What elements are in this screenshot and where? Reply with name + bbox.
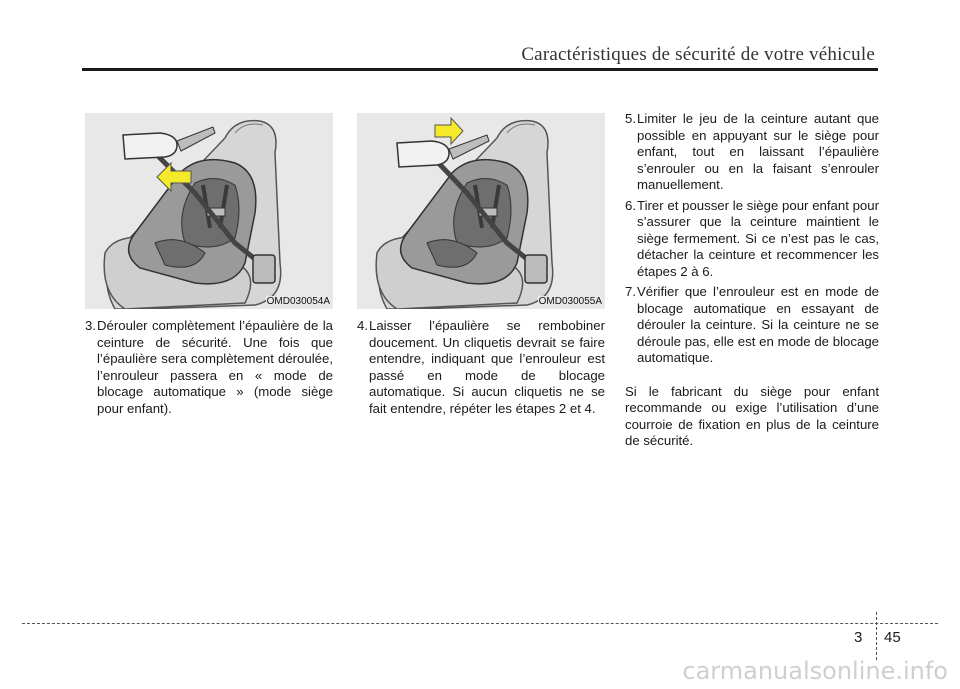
page-number: 45 [884, 629, 901, 646]
step-4 [357, 318, 605, 417]
child-seat-illustration [85, 113, 333, 309]
text-column-1 [85, 318, 333, 421]
arrow-right-icon [435, 118, 463, 144]
footer-rule [22, 623, 938, 624]
watermark: carmanualsonline.info [682, 657, 948, 685]
step-text: Vérifier que l’enrouleur est en mode de blocage automatique en essayant de dérouler la ceinture. Si la ceinture ne se déroule pas, elle est en mode de blocage automatique. [637, 284, 879, 365]
step-number: 4. [357, 318, 368, 333]
text-column-2 [357, 318, 605, 421]
step-number: 7. [625, 284, 636, 299]
child-seat-illustration [357, 113, 605, 309]
step-5 [625, 111, 879, 194]
text-column-3 [625, 111, 879, 450]
figure-pull-belt [85, 113, 333, 309]
note-paragraph: Si le fabricant du siège pour enfant recommande ou exige l’utilisation d’une courroie de fixation en plus de la ceinture de sécurité. [625, 383, 879, 448]
step-text: Laisser l’épaulière se rembobiner doucement. Un cliquetis devrait se faire entendre, indiquant que l’enrouleur est passé en mode de blocage automatique. Si aucun cliquetis ne se fait entendre, répéter les étapes 2 et 4. [369, 318, 605, 416]
figure-code: OMD030054A [266, 296, 330, 307]
step-3 [85, 318, 333, 417]
header-rule [82, 68, 878, 71]
step-number: 3. [85, 318, 96, 333]
step-7 [625, 284, 879, 367]
figure-code: OMD030055A [538, 296, 602, 307]
step-text: Tirer et pousser le siège pour enfant pour s’assurer que la ceinture maintient le siège fermement. Si ce n’est pas le cas, détacher la ceinture et recommencer les étapes 2 à 6. [637, 197, 879, 279]
step-number: 6. [625, 197, 636, 213]
chapter-number: 3 [854, 629, 863, 646]
figure-retract-belt [357, 113, 605, 309]
footer-divider [876, 612, 877, 660]
step-text: Limiter le jeu de la ceinture autant que possible en appuyant sur le siège pour enfant, tout en laissant l’épaulière s’enrouler ou en la faisant s’enrouler manuellement. [637, 111, 879, 192]
step-6 [625, 198, 879, 281]
step-number: 5. [625, 111, 636, 126]
page-header-title: Caractéristiques de sécurité de votre véhicule [521, 44, 875, 65]
step-text: Dérouler complètement l’épaulière de la ceinture de sécurité. Une fois que l’épaulière sera complètement déroulée, l’enrouleur passera en « mode de blocage automatique » (mode siège pour enfant). [97, 318, 333, 416]
